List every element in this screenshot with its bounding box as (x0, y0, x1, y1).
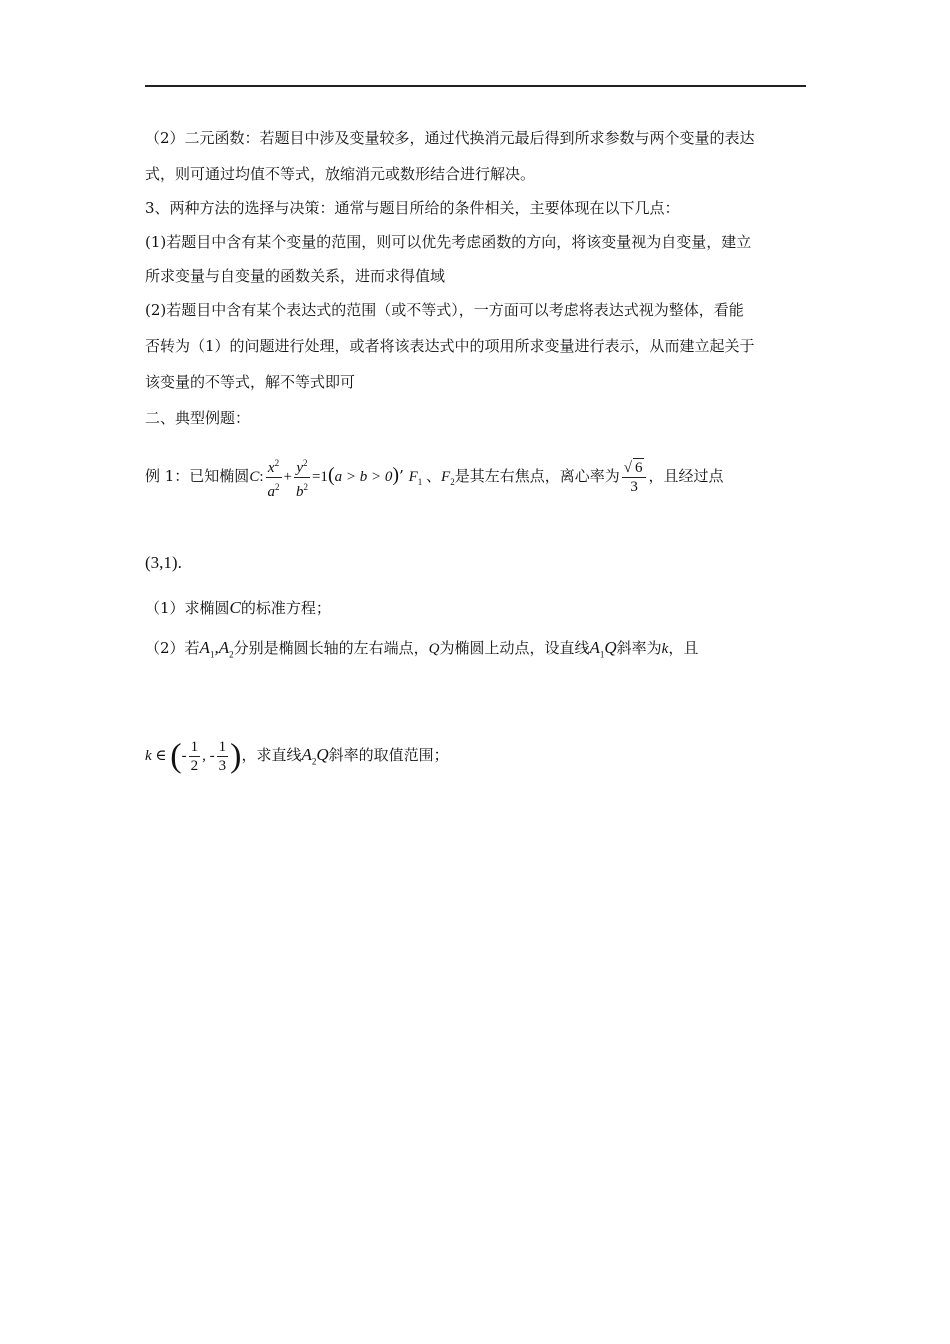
section-heading: 二、典型例题： (145, 409, 251, 427)
point-coordinates: (3,1). (145, 553, 182, 572)
ellipse-equation: C: $\frac{x^2}{a^2}$ + $\frac{y^2}{b^2}$ =1(a > b > 0) (249, 469, 399, 485)
paragraph-line: 该变量的不等式，解不等式即可 (145, 373, 356, 391)
example-tail: ，且经过点 (648, 467, 724, 485)
paragraph-line: (2)若题目中含有某个表达式的范围（或不等式），一方面可以考虑将表达式视为整体，看能 (145, 301, 744, 319)
paragraph-line: 式，则可通过均值不等式，放缩消元或数形结合进行解决。 (145, 165, 536, 183)
paragraph-line: 否转为（1）的问题进行处理，或者将该表达式中的项用所求变量进行表示，从而建立起关于 (145, 337, 755, 355)
foci-symbols: $F_1$ 、$F_2$ (408, 469, 455, 487)
paragraph-line: (1)若题目中含有某个变量的范围，则可以优先考虑函数的方向，将该变量视为自变量，建立 (145, 233, 752, 251)
paragraph-line: （2）二元函数：若题目中涉及变量较多，通过代换消元最后得到所求参数与两个变量的表达 (145, 129, 755, 147)
question-2: （2）若$A_1,A_2$分别是椭圆长轴的左右端点，Q为椭圆上动点，设直线$A_1Q$斜率为k，且 (145, 638, 699, 660)
question-1: （1）求椭圆C的标准方程； (145, 598, 331, 617)
example-lead: 例 1：已知椭圆 (145, 467, 250, 485)
eccentricity-value: $\frac{√ 6}{3}$ (622, 458, 647, 496)
header-rule (145, 85, 806, 87)
slope-range: k ∈ (- $\frac{1}{2}$ , - $\frac{1}{3}$ ) (145, 737, 242, 775)
paragraph-line: 所求变量与自变量的函数关系，进而求得值域 (145, 267, 446, 285)
question-2-range: k ∈ (- $\frac{1}{2}$ , - $\frac{1}{3}$ )，求直线$A_2Q$斜率的取值范围； (145, 737, 449, 775)
example-statement: 例 1：已知椭圆C: $\frac{x^2}{a^2}$ + $\frac{y^2}{b^2}$ =1(a > b > 0)’ $F_1$ 、$F_2$是其左右焦点，离心率为 $\frac{√ 6}{3}$ ，且经过点 (145, 452, 807, 505)
paragraph-line: 3、两种方法的选择与决策：通常与题目所给的条件相关，主要体现在以下几点： (145, 199, 680, 217)
foci-text: 是其左右焦点，离心率为 (454, 467, 620, 485)
